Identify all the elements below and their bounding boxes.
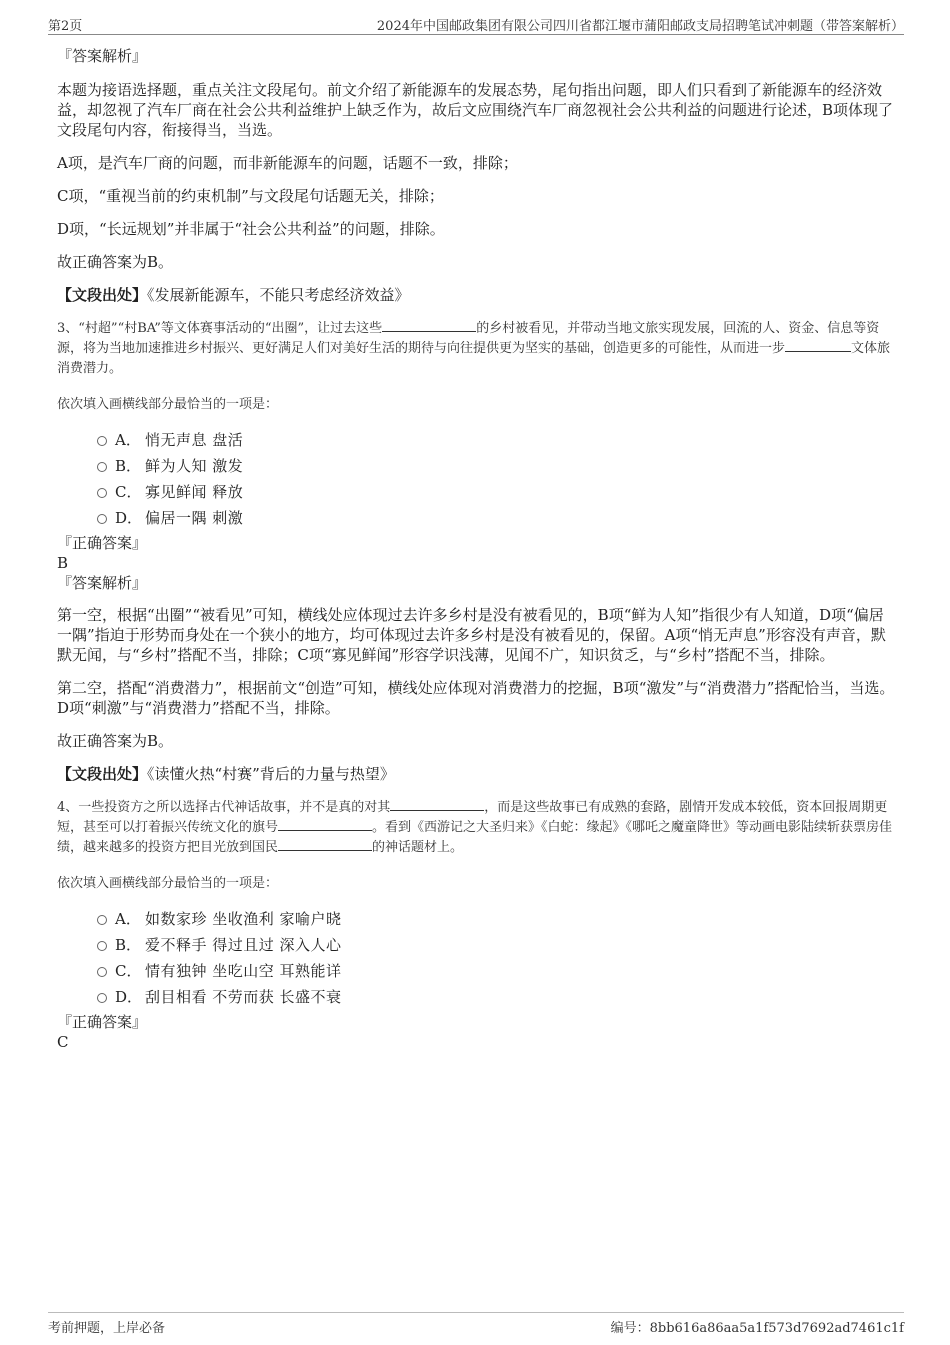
q3-option-b[interactable]: B． 鲜为人知 激发	[57, 453, 897, 479]
q3-analysis-blank-1: 第一空，根据“出圈”“被看见”可知，横线处应体现过去许多乡村是没有被看见的，B项“鲜为人知”指很少有人知道，D项“偏居一隅”指迫于形势而身处在一个狭小的地方，均可体现过去许多乡村是没有被看见的，保留。A项“悄无声息”形容没有声音，默默无闻，与“乡村”搭配不当，排除；C项“寡见鲜闻”形容学识浅薄，见闻不广，知识贫乏，与“乡村”搭配不当，排除。	[57, 606, 886, 664]
radio-icon[interactable]	[97, 915, 107, 925]
q3-source-title: 《读懂火热“村赛”背后的力量与热望》	[147, 765, 395, 783]
q4-blank-3	[278, 838, 372, 851]
q4-stem	[57, 798, 897, 858]
q2-source-label: 【文段出处】	[57, 286, 148, 304]
radio-icon[interactable]	[97, 514, 107, 524]
q3-source	[57, 764, 897, 784]
q2-analysis-option-a: A项，是汽车厂商的问题，而非新能源车的问题，话题不一致，排除；	[57, 154, 518, 172]
q3-conclusion: 故正确答案为B。	[57, 732, 174, 750]
q3-option-c[interactable]: C． 寡见鲜闻 释放	[57, 479, 897, 505]
q4-stem-part-3: 。看到《西游记之大圣归来》《白蛇：缘起》《哪吒之魔童降世》等动画电影陆续斩获票房佳绩，越来越多的投资方把目光放到国民	[57, 820, 893, 855]
radio-icon[interactable]	[97, 462, 107, 472]
footer-slogan: 考前押题，上岸必备	[48, 1321, 166, 1336]
page-content	[57, 46, 897, 1052]
q3-stem-part-3: 文体旅消费潜力。	[57, 341, 891, 376]
q4-stem-part-2: ，而是这些故事已有成熟的套路，剧情开发成本较低，资本回报周期更短，甚至可以打着振兴传统文化的旗号	[57, 800, 888, 835]
q3-analysis-label: 『答案解析』	[57, 574, 148, 592]
q3-stem-part-2: 的乡村被看见，并带动当地文旅实现发展，回流的人、资金、信息等资源，将为当地加速推进乡村振兴、更好满足人们对美好生活的期待与向往提供更为坚实的基础，创造更多的可能性，从而进一步	[57, 321, 880, 356]
page-header	[48, 12, 904, 35]
q3-options	[57, 427, 897, 531]
q3-stem-part-1: 3、“村超”“村BA”等文体赛事活动的“出圈”，让过去这些	[57, 321, 383, 336]
q3-analysis-blank-2: 第二空，搭配“消费潜力”，根据前文“创造”可知，横线处应体现对消费潜力的挖掘，B项“激发”与“消费潜力”搭配恰当，当选。D项“刺激”与“消费潜力”搭配不当，排除。	[57, 679, 895, 717]
q2-analysis-option-c: C项，“重视当前的约束机制”与文段尾句话题无关，排除；	[57, 187, 444, 205]
q4-options	[57, 906, 897, 1010]
q4-option-d[interactable]: D． 刮目相看 不劳而获 长盛不衰	[57, 984, 897, 1010]
q4-blank-2	[278, 818, 372, 831]
document-title: 2024年中国邮政集团有限公司四川省都江堰市蒲阳邮政支局招聘笔试冲刺题（带答案解析）	[376, 19, 904, 34]
q2-analysis-option-d: D项，“长远规划”并非属于“社会公共利益”的问题，排除。	[57, 220, 445, 238]
q4-stem-part-4: 的神话题材上。	[372, 840, 464, 855]
q3-blank-1	[382, 319, 476, 332]
q3-instruction: 依次填入画横线部分最恰当的一项是：	[57, 397, 279, 412]
q2-analysis-label: 『答案解析』	[57, 47, 148, 65]
q4-option-c[interactable]: C． 情有独钟 坐吃山空 耳熟能详	[57, 958, 897, 984]
q4-answer: C	[57, 1033, 69, 1051]
q4-instruction: 依次填入画横线部分最恰当的一项是：	[57, 876, 279, 891]
document-code	[611, 1317, 904, 1336]
q3-blank-2	[785, 339, 851, 352]
q4-stem-part-1: 4、一些投资方之所以选择古代神话故事，并不是真的对其	[57, 800, 391, 815]
q2-source-title: 《发展新能源车，不能只考虑经济效益》	[147, 286, 410, 304]
radio-icon[interactable]	[97, 436, 107, 446]
q4-option-b[interactable]: B． 爱不释手 得过且过 深入人心	[57, 932, 897, 958]
q4-option-a[interactable]: A． 如数家珍 坐收渔利 家喻户晓	[57, 906, 897, 932]
q3-option-a[interactable]: A． 悄无声息 盘活	[57, 427, 897, 453]
q2-conclusion: 故正确答案为B。	[57, 253, 174, 271]
q3-answer-label: 『正确答案』	[57, 534, 148, 552]
q3-option-d[interactable]: D． 偏居一隅 刺激	[57, 505, 897, 531]
q3-answer: B	[57, 554, 69, 572]
q3-stem	[57, 319, 897, 379]
document-code-value: 8bb616a86aa5a1f573d7692ad7461c1f	[649, 1321, 904, 1336]
radio-icon[interactable]	[97, 488, 107, 498]
q2-analysis-paragraph: 本题为接语选择题，重点关注文段尾句。前文介绍了新能源车的发展态势，尾句指出问题，即人们只看到了新能源车的经济效益，却忽视了汽车厂商在社会公共利益维护上缺乏作为，故后文应围绕汽车厂商忽视社会公共利益的问题进行论述，B项体现了文段尾句内容，衔接得当，当选。	[57, 81, 894, 139]
document-code-label: 编号：	[610, 1321, 650, 1336]
q3-source-label: 【文段出处】	[57, 765, 148, 783]
radio-icon[interactable]	[97, 967, 107, 977]
radio-icon[interactable]	[97, 941, 107, 951]
page-number: 第2页	[48, 19, 83, 34]
q4-blank-1	[390, 798, 484, 811]
q4-answer-label: 『正确答案』	[57, 1013, 148, 1031]
page-footer	[48, 1312, 904, 1337]
radio-icon[interactable]	[97, 993, 107, 1003]
q2-source	[57, 285, 897, 305]
